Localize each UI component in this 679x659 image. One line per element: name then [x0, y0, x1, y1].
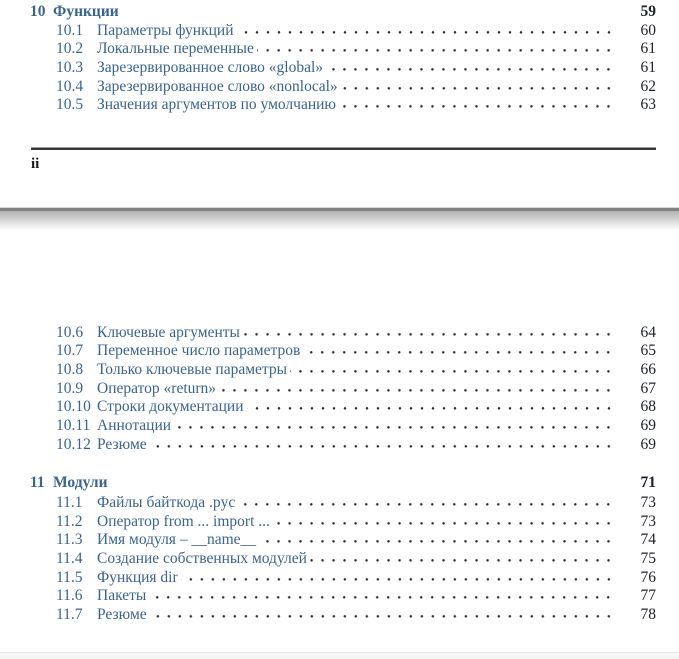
toc-entry-number: 11.4	[56, 549, 83, 567]
toc-page1-block	[0, 0, 679, 115]
toc-entry-10-11[interactable]	[0, 417, 679, 436]
page-footer-number: ii	[31, 155, 40, 172]
dot-leader	[259, 531, 614, 550]
toc-entry-number: 10.3	[56, 58, 84, 76]
dot-leader	[150, 436, 614, 455]
dot-leader	[290, 361, 614, 380]
toc-entry-title: Резюме	[97, 605, 147, 623]
dot-leader	[150, 606, 614, 625]
toc-entry-page: 73	[640, 493, 656, 511]
toc-entry-title: Создание собственных модулей	[97, 549, 307, 567]
toc-entry-number: 11.6	[56, 587, 83, 605]
toc-entry-10-8[interactable]	[0, 361, 679, 380]
toc-entry-page: 69	[640, 435, 656, 453]
toc-entry-page: 65	[640, 342, 656, 360]
toc-entry-number: 10.12	[56, 435, 91, 453]
toc-entry-10-4[interactable]	[0, 78, 679, 97]
toc-entry-number: 10.1	[56, 21, 84, 39]
toc-entry-title: Переменное число параметров	[97, 342, 301, 360]
toc-entry-number: 10.4	[56, 77, 84, 95]
toc-entry-number: 11.2	[56, 512, 83, 530]
next-page-edge	[0, 652, 679, 659]
dot-leader	[181, 569, 614, 588]
toc-entry-10-5[interactable]	[0, 96, 679, 115]
dot-leader	[149, 587, 614, 606]
toc-entry-number: 10.7	[56, 342, 84, 360]
toc-entry-number: 11.1	[56, 493, 83, 511]
toc-entry-10-6[interactable]	[0, 324, 679, 343]
toc-entry-number: 11.5	[56, 568, 83, 586]
dot-leader	[237, 22, 614, 41]
toc-entry-number: 11.7	[56, 605, 83, 623]
toc-entry-number: 10.5	[56, 96, 84, 114]
toc-entry-page: 73	[640, 512, 656, 530]
footer-rule	[31, 147, 656, 150]
toc-entry-title: Файлы байткода .pyc	[97, 493, 236, 511]
toc-chapter-page: 59	[640, 3, 656, 20]
toc-entry-10-10[interactable]	[0, 398, 679, 417]
toc-entry-title: Параметры функций	[97, 21, 234, 39]
toc-entry-title: Зарезервированное слово «global»	[97, 58, 324, 76]
toc-chapter-number: 11	[30, 474, 45, 492]
toc-entry-11-4[interactable]	[0, 550, 679, 569]
dot-leader	[326, 59, 614, 78]
toc-entry-page: 63	[640, 96, 656, 114]
toc-entry-number: 10.9	[56, 379, 84, 397]
toc-chapter-entry-10[interactable]	[0, 3, 679, 22]
toc-entry-number: 10.2	[56, 40, 84, 58]
toc-entry-10-1[interactable]	[0, 22, 679, 41]
toc-entry-title: Строки документации	[97, 398, 244, 416]
toc-entry-11-7[interactable]	[0, 606, 679, 625]
toc-entry-title: Аннотации	[97, 417, 172, 435]
toc-entry-number: 10.10	[56, 398, 91, 416]
dot-leader	[257, 40, 614, 59]
toc-entry-page: 60	[640, 21, 656, 39]
toc-entry-page: 74	[640, 531, 656, 549]
toc-chapter-entry-11[interactable]	[0, 474, 679, 493]
page-drop-shadow	[0, 211, 679, 230]
pdf-page-2	[0, 230, 679, 625]
toc-entry-number: 10.8	[56, 361, 84, 379]
toc-entry-title: Имя модуля – __name__	[97, 531, 257, 549]
toc-entry-page: 62	[640, 77, 656, 95]
toc-chapter-number: 10	[30, 3, 46, 20]
toc-entry-number: 10.11	[56, 417, 91, 435]
toc-entry-10-9[interactable]	[0, 380, 679, 399]
toc-entry-number: 11.3	[56, 531, 83, 549]
toc-entry-page: 77	[640, 587, 656, 605]
toc-entry-page: 78	[640, 605, 656, 623]
dot-leader	[174, 417, 614, 436]
toc-page2-block	[0, 230, 679, 625]
toc-entry-11-1[interactable]	[0, 494, 679, 513]
toc-entry-10-12[interactable]	[0, 436, 679, 455]
toc-entry-number: 10.6	[56, 323, 84, 341]
toc-entry-page: 69	[640, 417, 656, 435]
toc-entry-page: 68	[640, 398, 656, 416]
dot-leader	[273, 513, 614, 532]
toc-entry-10-3[interactable]	[0, 59, 679, 78]
toc-entry-title: Оператор «return»	[97, 379, 217, 397]
toc-entry-page: 75	[640, 549, 656, 567]
toc-chapter-title: Модули	[53, 474, 108, 492]
toc-entry-11-3[interactable]	[0, 531, 679, 550]
dot-leader	[219, 380, 614, 399]
toc-entry-page: 66	[640, 361, 656, 379]
toc-entry-title: Только ключевые параметры	[97, 361, 288, 379]
toc-entry-10-2[interactable]	[0, 40, 679, 59]
toc-entry-page: 76	[640, 568, 656, 586]
toc-chapter-title: Функции	[53, 3, 119, 20]
toc-entry-11-6[interactable]	[0, 587, 679, 606]
pdf-page-1	[0, 0, 679, 172]
toc-entry-title: Локальные переменные	[97, 40, 254, 58]
toc-entry-title: Зарезервированное слово «nonlocal»	[97, 77, 338, 95]
toc-entry-title: Значения аргументов по умолчанию	[97, 96, 337, 114]
dot-leader	[310, 550, 614, 569]
dot-leader	[303, 342, 614, 361]
dot-leader	[238, 494, 614, 513]
toc-entry-page: 64	[640, 323, 656, 341]
toc-entry-title: Функция dir	[97, 568, 178, 586]
toc-entry-11-2[interactable]	[0, 513, 679, 532]
dot-leader	[339, 96, 614, 115]
toc-chapter-page: 71	[640, 474, 656, 492]
toc-entry-11-5[interactable]	[0, 569, 679, 588]
dot-leader	[341, 78, 614, 97]
toc-entry-10-7[interactable]	[0, 342, 679, 361]
dot-leader	[247, 398, 614, 417]
toc-entry-title: Резюме	[97, 435, 147, 453]
toc-entry-title: Пакеты	[97, 587, 147, 605]
toc-entry-title: Ключевые аргументы	[97, 323, 240, 341]
toc-entry-title: Оператор from ... import ...	[97, 512, 270, 530]
toc-entry-page: 67	[640, 379, 656, 397]
toc-entry-page: 61	[640, 58, 656, 76]
toc-entry-page: 61	[640, 40, 656, 58]
dot-leader	[243, 324, 614, 343]
page-gap-shadow	[0, 207, 679, 230]
